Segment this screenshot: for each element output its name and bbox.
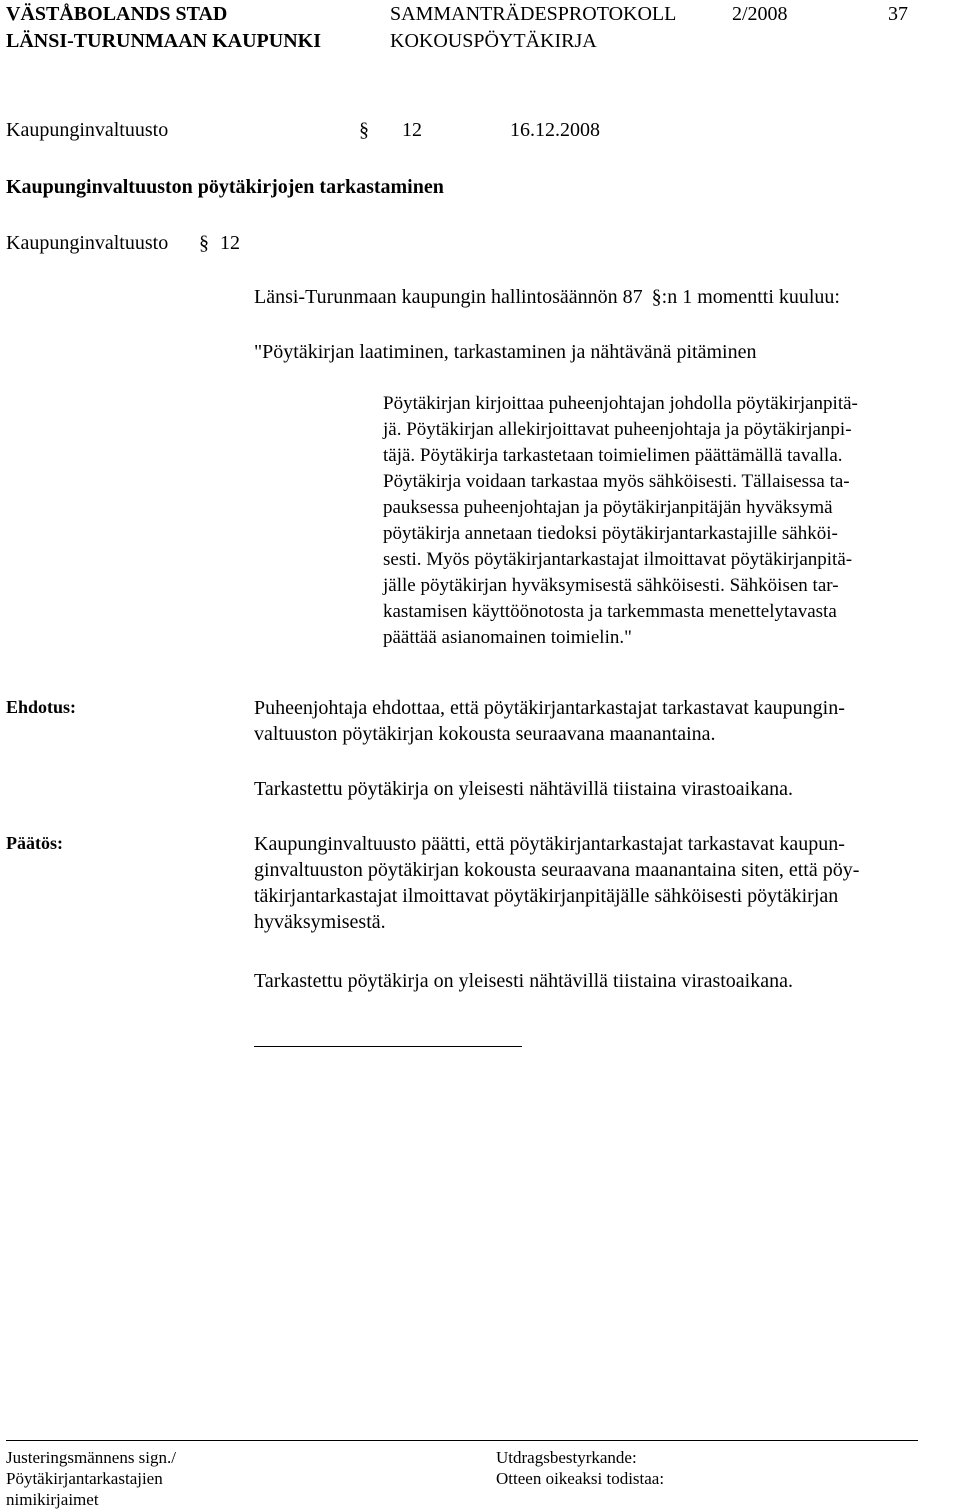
proposal-note: Tarkastettu pöytäkirja on yleisesti nähtävillä tiistaina virastoaikana. <box>254 778 793 800</box>
header-doc-type-sv: SAMMANTRÄDESPROTOKOLL <box>390 3 677 25</box>
header-doc-type-fi: KOKOUSPÖYTÄKIRJA <box>390 30 597 52</box>
header-org-sv: VÄSTÅBOLANDS STAD <box>6 3 228 25</box>
quote-line: Pöytäkirja voidaan tarkastaa myös sähköisesti. Tällaisessa ta- <box>383 471 850 492</box>
footer-rule <box>6 1440 918 1441</box>
decision-line: täkirjantarkastajat ilmoittavat pöytäkirjanpitäjälle sähköisesti pöytäkirjan <box>254 885 839 907</box>
section-symbol: § <box>199 232 209 254</box>
proposal-line: valtuuston pöytäkirjan kokousta seuraavana maanantaina. <box>254 723 716 745</box>
footer-certification <box>496 1447 664 1489</box>
footer-signature-line: Justeringsmännens sign./ <box>6 1448 176 1467</box>
quote-line: päättää asianomainen toimielin." <box>383 627 632 648</box>
intro-text: Länsi-Turunmaan kaupungin hallintosäännön 87 §:n 1 momentti kuuluu: <box>254 286 840 308</box>
quote-line: pauksessa puheenjohtajan ja pöytäkirjanpitäjän hyväksymä <box>383 497 833 518</box>
header-protocol-number: 2/2008 <box>732 3 788 25</box>
decision-line: ginvaltuuston pöytäkirjan kokousta seuraavana maanantaina siten, että pöy- <box>254 859 860 881</box>
quote-line: Pöytäkirjan kirjoittaa puheenjohtajan johdolla pöytäkirjanpitä- <box>383 393 858 414</box>
proposal-text <box>254 695 845 747</box>
quote-paragraph <box>383 391 858 651</box>
decision-label: Päätös: <box>6 833 63 853</box>
decision-line: hyväksymisestä. <box>254 911 386 933</box>
proposal-line: Puheenjohtaja ehdottaa, että pöytäkirjantarkastajat tarkastavat kaupungin- <box>254 697 845 719</box>
decision-note: Tarkastettu pöytäkirja on yleisesti nähtävillä tiistaina virastoaikana. <box>254 970 793 992</box>
quote-line: sesti. Myös pöytäkirjantarkastajat ilmoittavat pöytäkirjanpitä- <box>383 549 853 570</box>
meeting-body: Kaupunginvaltuusto <box>6 119 169 141</box>
quote-line: kastamisen käyttöönotosta ja tarkemmasta menettelytavasta <box>383 601 837 622</box>
item-title: Kaupunginvaltuuston pöytäkirjojen tarkastaminen <box>6 176 444 198</box>
footer-certification-line: Utdragsbestyrkande: <box>496 1448 637 1467</box>
decision-line: Kaupunginvaltuusto päätti, että pöytäkirjantarkastajat tarkastavat kaupun- <box>254 833 845 855</box>
quote-line: pöytäkirja annetaan tiedoksi pöytäkirjantarkastajille sähköi- <box>383 523 838 544</box>
quote-line: täjä. Pöytäkirja tarkastetaan toimielimen päättämällä tavalla. <box>383 445 843 466</box>
section-symbol: § <box>359 119 369 141</box>
quote-heading: "Pöytäkirjan laatiminen, tarkastaminen ja nähtävänä pitäminen <box>254 341 757 363</box>
footer-signature-line: Pöytäkirjantarkastajien <box>6 1469 163 1488</box>
footer-signatures <box>6 1447 176 1510</box>
quote-line: jä. Pöytäkirjan allekirjoittavat puheenjohtaja ja pöytäkirjanpi- <box>383 419 852 440</box>
header-page-number: 37 <box>888 3 908 25</box>
footer-signature-line: nimikirjaimet <box>6 1490 99 1509</box>
proposal-label: Ehdotus: <box>6 697 77 717</box>
end-rule <box>254 1046 522 1047</box>
item-reference-section: 12 <box>220 232 240 254</box>
quote-line: jälle pöytäkirjan hyväksymisestä sähköisesti. Sähköisen tar- <box>383 575 839 596</box>
item-reference-body: Kaupunginvaltuusto <box>6 232 169 254</box>
header-org-fi: LÄNSI-TURUNMAAN KAUPUNKI <box>6 30 321 52</box>
meeting-section-number: 12 <box>402 119 422 141</box>
decision-text <box>254 831 859 935</box>
meeting-date: 16.12.2008 <box>510 119 600 141</box>
footer-certification-line: Otteen oikeaksi todistaa: <box>496 1469 665 1488</box>
